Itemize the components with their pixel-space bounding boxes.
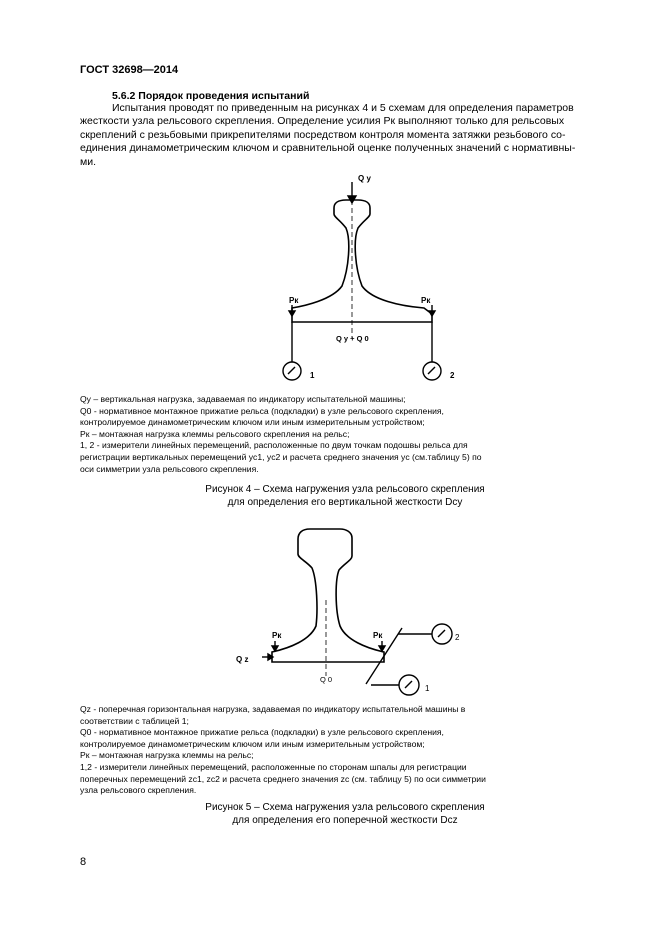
note-line: Q0 - нормативное монтажное прижатие рельса (подкладки) в узле рельсового скрепления,	[80, 405, 444, 416]
intro-line: скреплений с резьбовыми прикрепителями посредством контроля момента затяжки резьбового со-	[80, 128, 566, 141]
note-line: контролируемое динамометрическим ключом или иным измерительным устройством;	[80, 738, 425, 749]
note-line: Pк – монтажная нагрузка клеммы на рельс;	[80, 750, 254, 761]
qy-arrow	[348, 196, 356, 203]
page-number: 8	[80, 856, 87, 868]
label-pk-left: Pк	[272, 631, 282, 640]
note-line: 1, 2 - измерители линейных перемещений, расположенные по двум точкам подошвы рельса для	[80, 440, 468, 451]
note-line: Qy – вертикальная нагрузка, задаваемая по индикатору испытательной машины;	[80, 394, 406, 404]
pk-left-arrow	[289, 311, 295, 316]
note-line: Qz - поперечная горизонтальная нагрузка, задаваемая по индикатору испытательной машины в	[80, 704, 466, 714]
figure5-notes	[80, 704, 582, 797]
label-gauge-1: 1	[310, 371, 315, 380]
note-line: соответствии с таблицей 1;	[80, 715, 189, 726]
figure4-notes	[80, 394, 582, 475]
note-line: оси симметрии узла рельсового скрепления.	[80, 463, 259, 474]
pk-right-arrow	[429, 311, 435, 316]
intro-line: ми.	[80, 155, 97, 168]
label-gauge-1: 1	[425, 684, 430, 693]
section-title: 5.6.2 Порядок проведения испытаний	[112, 90, 310, 102]
rail-profile	[292, 200, 432, 322]
gauge-2-icon	[432, 624, 452, 644]
note-line: контролируемое динамометрическим ключом или иным измерительным устройством;	[80, 417, 425, 428]
intro-paragraph	[80, 102, 584, 169]
label-qz: Q z	[236, 655, 249, 664]
figure5-caption	[130, 802, 560, 827]
label-gauge-2: 2	[455, 633, 460, 642]
note-line: Pк – монтажная нагрузка клеммы рельсового скрепления на рельс;	[80, 428, 350, 439]
label-pk-right: Pк	[373, 631, 383, 640]
caption-line: Рисунок 4 – Схема нагружения узла рельсового скрепления	[205, 484, 485, 495]
sleeper-edge-line	[366, 628, 402, 684]
figure4-caption	[130, 484, 560, 509]
gauge-2-icon	[423, 362, 441, 380]
intro-line: единения динамометрическим ключом и сравнительной оценке полученных значений с нормативны-	[80, 142, 576, 155]
document-header: ГОСТ 32698—2014	[80, 64, 179, 76]
label-pk-left: Pк	[289, 296, 299, 305]
note-line: регистрации вертикальных перемещений yc1, yc2 и расчета среднего значения yc (см.таблицу 5) по	[80, 451, 482, 462]
rail-profile	[272, 529, 384, 662]
intro-line: жесткости узла рельсового скрепления. Определение усилия Pк выполняют только для рельсовых	[80, 115, 565, 128]
label-pk-right: Pк	[421, 296, 431, 305]
caption-line: для определения его вертикальной жесткости Dcy	[227, 496, 463, 508]
note-line: Q0 - нормативное монтажное прижатие рельса (подкладки) в узле рельсового скрепления,	[80, 727, 444, 738]
caption-line: для определения его поперечной жесткости Dcz	[232, 814, 458, 826]
label-gauge-2: 2	[450, 371, 455, 380]
label-qy-q0: Q y + Q 0	[336, 334, 369, 343]
label-qy: Q y	[358, 174, 371, 183]
gauge-1-icon	[399, 675, 419, 695]
figure4-diagram	[270, 168, 460, 388]
gauge-1-icon	[283, 362, 301, 380]
intro-line: Испытания проводят по приведенным на рисунках 4 и 5 схемам для определения параметров	[112, 102, 574, 114]
figure5-diagram	[230, 520, 470, 700]
note-line: узла рельсового скрепления.	[80, 785, 197, 796]
label-q0: Q 0	[320, 675, 333, 684]
caption-line: Рисунок 5 – Схема нагружения узла рельсового скрепления	[205, 802, 485, 813]
note-line: 1,2 - измерители линейных перемещений, расположенные по сторонам шпалы для регистрации	[80, 761, 467, 772]
note-line: поперечных перемещений zc1, zc2 и расчета среднего значения zc (см. таблицу 5) по оси симметрии	[80, 773, 486, 784]
